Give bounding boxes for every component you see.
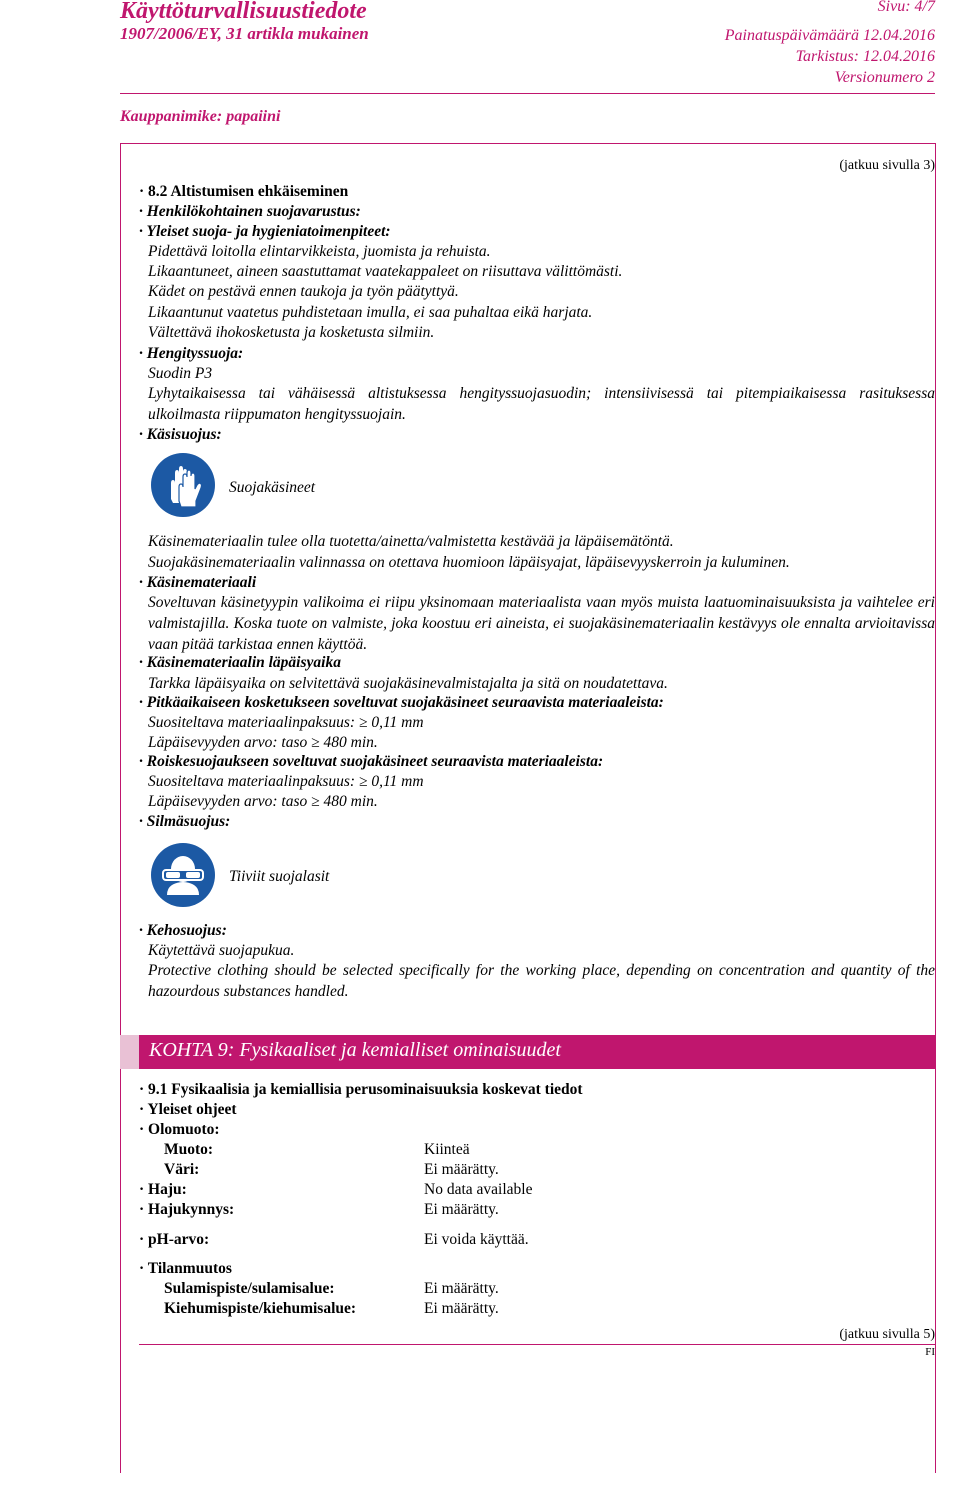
state-change-label: · Tilanmuutos <box>139 1260 232 1277</box>
color-label: Väri: <box>164 1161 200 1178</box>
odor-value: No data available <box>424 1181 533 1198</box>
gloves-icon <box>151 453 215 517</box>
melting-label: Sulamispiste/sulamisalue: <box>164 1280 335 1297</box>
ph-label: · pH-arvo: <box>139 1231 210 1248</box>
glove-material-label: · Käsinemateriaali <box>139 574 257 591</box>
body-text: Protective clothing should be selected specifically for the working place, depending on concentration and quantity of the hazourdous substances handled. <box>148 962 935 1000</box>
appearance-label: · Olomuoto: <box>139 1121 220 1138</box>
permeation-label: · Käsinemateriaalin läpäisyaika <box>139 654 341 671</box>
goggles-caption: Tiiviit suojalasit <box>229 868 330 885</box>
goggles-icon <box>151 843 215 907</box>
continued-to: (jatkuu sivulla 5) <box>839 1327 935 1342</box>
right-border <box>935 143 936 1473</box>
eye-protection-label: · Silmäsuojus: <box>139 813 231 830</box>
breathing-protection-label: · Hengityssuoja: <box>139 345 244 362</box>
breathing-text: Lyhytaikaisessa tai vähäisessä altistuksessa hengityssuojasuodin; intensiivisessä tai pitempiaikaisessa rasituksessa ulkoilmasta riippumaton hengityssuojain. <box>148 385 935 423</box>
general-line: Likaantuneet, aineen saastuttamat vaatekappaleet on riisuttava välittömästi. <box>148 263 623 280</box>
content-top-rule <box>120 143 935 144</box>
body-line: Käytettävä suojapukua. <box>148 942 295 959</box>
hand-line: Käsinemateriaalin tulee olla tuotetta/ainetta/valmistetta kestävää ja läpäisemätöntä. <box>148 533 674 550</box>
splash-permeation: Läpäisevyyden arvo: taso ≥ 480 min. <box>148 793 378 810</box>
splash-thickness: Suositeltava materiaalinpaksuus: ≥ 0,11 mm <box>148 773 424 790</box>
color-value: Ei määrätty. <box>424 1161 499 1178</box>
continued-from: (jatkuu sivulla 3) <box>839 158 935 173</box>
breathing-filter: Suodin P3 <box>148 365 213 382</box>
melting-value: Ei määrätty. <box>424 1280 499 1297</box>
page-number: Sivu: 4/7 <box>877 0 935 15</box>
general-line: Pidettävä loitolla elintarvikkeista, juomista ja rehuista. <box>148 243 491 260</box>
ph-value: Ei voida käyttää. <box>424 1231 529 1248</box>
general-line: Likaantunut vaatetus puhdistetaan imulla, ei saa puhaltaa eikä harjata. <box>148 304 593 321</box>
general-line: Vältettävä ihokosketusta ja kosketusta silmiin. <box>148 324 435 341</box>
print-date: Painatuspäivämäärä 12.04.2016 <box>724 27 935 44</box>
odor-threshold-value: Ei määrätty. <box>424 1201 499 1218</box>
permeation-text: Tarkka läpäisyaika on selvitettävä suojakäsinevalmistajalta ja sitä on noudatettava. <box>148 675 668 692</box>
longterm-permeation: Läpäisevyyden arvo: taso ≥ 480 min. <box>148 734 378 751</box>
odor-label: · Haju: <box>139 1181 187 1198</box>
odor-threshold-label: · Hajukynnys: <box>139 1201 235 1218</box>
hand-protection-label: · Käsisuojus: <box>139 426 222 443</box>
header-rule <box>120 93 935 94</box>
document-title: Käyttöturvallisuustiedote <box>120 0 367 24</box>
glove-material-text: Soveltuvan käsinetyypin valikoima ei riipu yksinomaan materiaalista vaan myös muista laatuominaisuuksista ja vaihtelee eri valmistajilla. Koska tuote on valmiste, joka koostuu eri aineista, ei suojakäsinemateriaalin kestävyys ole ennalta arvioitavissa vaan pitää tarkistaa ennen käyttöä. <box>148 594 935 653</box>
splash-gloves-label: · Roiskesuojaukseen soveltuvat suojakäsineet seuraavista materiaaleista: <box>139 753 604 770</box>
language-code: FI <box>925 1346 935 1358</box>
longterm-thickness: Suositeltava materiaalinpaksuus: ≥ 0,11 mm <box>148 714 424 731</box>
boiling-label: Kiehumispiste/kiehumisalue: <box>164 1300 357 1317</box>
left-border <box>120 143 121 1473</box>
body-protection-label: · Kehosuojus: <box>139 922 227 939</box>
form-value: Kiinteä <box>424 1141 470 1158</box>
form-label: Muoto: <box>164 1141 214 1158</box>
longterm-gloves-label: · Pitkäaikaiseen kosketukseen soveltuvat suojakäsineet seuraavista materiaaleista: <box>139 694 664 711</box>
boiling-value: Ei määrätty. <box>424 1300 499 1317</box>
revision-date: Tarkistus: 12.04.2016 <box>795 48 935 65</box>
section-banner-tab <box>120 1035 139 1069</box>
section-8-2-heading: · 8.2 Altistumisen ehkäiseminen <box>139 183 349 200</box>
version-number: Versionumero 2 <box>834 69 935 86</box>
gloves-caption: Suojakäsineet <box>229 479 316 496</box>
general-measures-label: · Yleiset suoja- ja hygieniatoimenpiteet: <box>139 223 391 240</box>
general-info-label: · Yleiset ohjeet <box>139 1101 237 1118</box>
section-9-title: KOHTA 9: Fysikaaliset ja kemialliset ominaisuudet <box>149 1039 561 1061</box>
personal-protection-label: · Henkilökohtainen suojavarustus: <box>139 203 361 220</box>
section-9-1-heading: · 9.1 Fysikaalisia ja kemiallisia perusominaisuuksia koskevat tiedot <box>139 1081 583 1098</box>
hand-line: Suojakäsinemateriaalin valinnassa on otettava huomioon läpäisyajat, läpäisevyyskerroin ja kuluminen. <box>148 554 790 571</box>
document-subtitle: 1907/2006/EY, 31 artikla mukainen <box>120 24 369 43</box>
section-9-banner <box>139 1035 935 1069</box>
trade-name: Kauppanimike: papaiini <box>120 108 281 125</box>
footer-rule <box>139 1344 935 1345</box>
general-line: Kädet on pestävä ennen taukoja ja työn päätyttyä. <box>148 283 459 300</box>
